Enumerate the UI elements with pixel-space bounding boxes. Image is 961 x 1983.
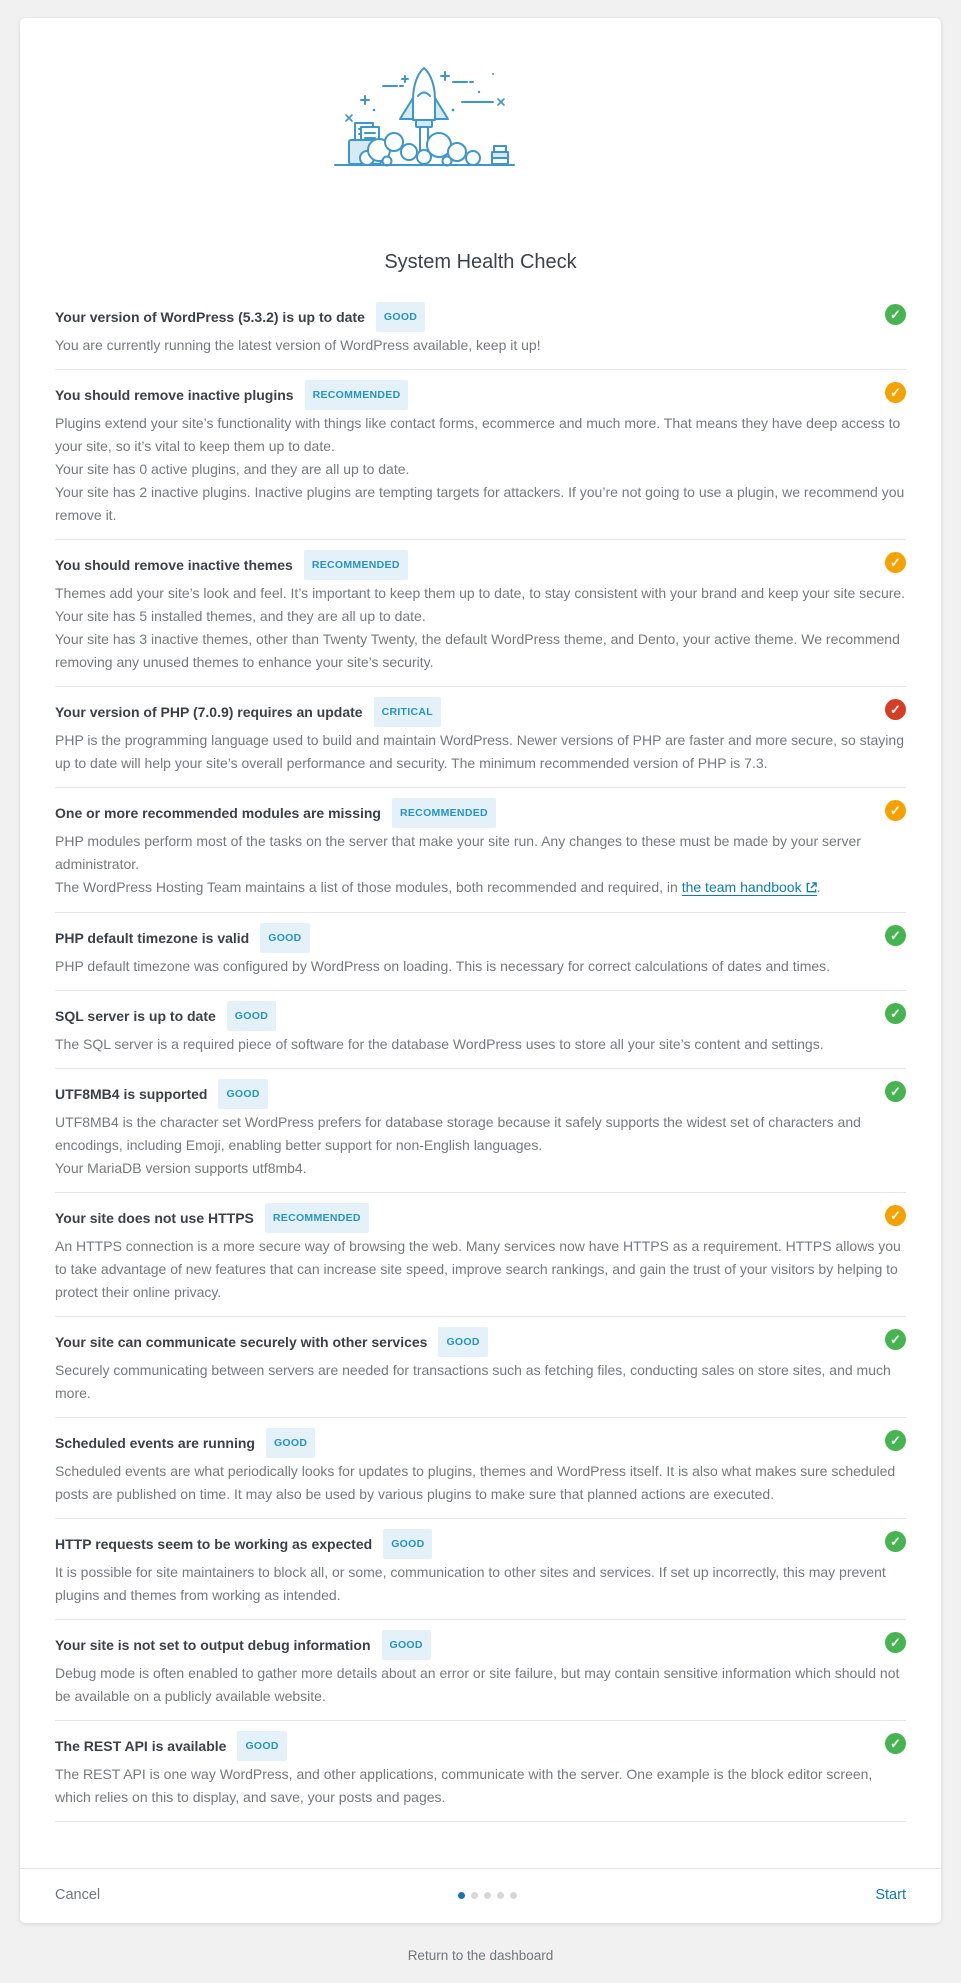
health-check-item <box>55 1317 906 1418</box>
status-check-icon: ✓ <box>885 1081 906 1102</box>
item-title: PHP default timezone is valid <box>55 930 250 946</box>
item-paragraph: Securely communicating between servers are needed for transactions such as fetching files, conducting sales on store sites, and much more. <box>55 1362 891 1401</box>
rocket-launch-illustration-svg <box>327 62 522 170</box>
health-check-list <box>20 292 941 1822</box>
status-check-icon: ✓ <box>885 1329 906 1350</box>
item-paragraph: An HTTPS connection is a more secure way of browsing the web. Many services now have HTTPS as a requirement. HTTPS allows you to take advantage of new features that can increase site speed, improve search rankings, and gain the trust of your visitors by helping to protect their online privacy. <box>55 1238 901 1300</box>
item-title: SQL server is up to date <box>55 1008 216 1024</box>
item-title: Scheduled events are running <box>55 1435 255 1451</box>
health-check-item <box>55 788 906 913</box>
item-paragraph: Plugins extend your site’s functionality with things like contact forms, ecommerce and much more. That means they have deep access to your site, so it’s vital to keep them up to date. <box>55 415 901 454</box>
pagination-dots <box>458 1892 517 1899</box>
item-paragraph: Themes add your site’s look and feel. It’s important to keep them up to date, to stay consistent with your brand and keep your site secure. <box>55 585 906 601</box>
item-header <box>55 380 906 410</box>
status-check-icon: ✓ <box>885 304 906 325</box>
item-header <box>55 1529 906 1559</box>
health-check-item <box>55 1519 906 1620</box>
item-body <box>55 1662 906 1708</box>
item-paragraph: Your site has 2 inactive plugins. Inactive plugins are tempting targets for attackers. If you’re not going to use a plugin, we recommend you remove it. <box>55 484 905 523</box>
start-button[interactable]: Start <box>875 1887 906 1903</box>
health-check-item <box>55 687 906 788</box>
item-title: The REST API is available <box>55 1738 227 1754</box>
item-header <box>55 302 906 332</box>
pagination-dot <box>458 1892 465 1899</box>
item-body <box>55 1561 906 1607</box>
status-badge: GOOD <box>237 1731 286 1761</box>
item-paragraph: You are currently running the latest version of WordPress available, keep it up! <box>55 337 541 353</box>
status-check-icon: ✓ <box>885 699 906 720</box>
item-paragraph: The SQL server is a required piece of software for the database WordPress uses to store all your site’s content and settings. <box>55 1036 824 1052</box>
item-body <box>55 1111 906 1180</box>
status-badge: RECOMMENDED <box>305 380 409 410</box>
item-paragraph: Your MariaDB version supports utf8mb4. <box>55 1160 307 1176</box>
health-check-item <box>55 540 906 687</box>
item-body <box>55 830 906 900</box>
item-header <box>55 1079 906 1109</box>
team-handbook-link[interactable]: the team handbook <box>682 879 817 896</box>
item-body <box>55 582 906 674</box>
return-link-row <box>0 1947 961 1983</box>
item-body <box>55 955 906 978</box>
item-header <box>55 798 906 828</box>
item-title: UTF8MB4 is supported <box>55 1086 208 1102</box>
item-header <box>55 923 906 953</box>
external-link-icon <box>806 877 817 900</box>
health-check-item <box>55 913 906 991</box>
health-check-item <box>55 292 906 370</box>
health-check-item <box>55 991 906 1069</box>
health-check-item <box>55 1193 906 1317</box>
status-check-icon: ✓ <box>885 1733 906 1754</box>
item-body <box>55 1235 906 1304</box>
status-check-icon: ✓ <box>885 1632 906 1653</box>
item-body <box>55 1763 906 1809</box>
health-check-modal <box>20 18 941 1923</box>
item-title: Your version of WordPress (5.3.2) is up to date <box>55 309 365 325</box>
status-badge: RECOMMENDED <box>304 550 408 580</box>
item-title: You should remove inactive themes <box>55 557 293 573</box>
item-paragraph: Your site has 3 inactive themes, other than Twenty Twenty, the default WordPress theme, and Dento, your active theme. We recommend removing any unused themes to enhance your site’s security. <box>55 631 900 670</box>
item-header <box>55 550 906 580</box>
item-title: Your site does not use HTTPS <box>55 1210 254 1226</box>
item-body <box>55 334 906 357</box>
status-badge: GOOD <box>383 1529 432 1559</box>
status-check-icon: ✓ <box>885 552 906 573</box>
modal-footer <box>20 1868 941 1923</box>
status-check-icon: ✓ <box>885 1003 906 1024</box>
item-body <box>55 1033 906 1056</box>
health-check-item <box>55 370 906 540</box>
status-badge: GOOD <box>382 1630 431 1660</box>
status-check-icon: ✓ <box>885 925 906 946</box>
pagination-dot <box>471 1892 478 1899</box>
item-paragraph: Debug mode is often enabled to gather more details about an error or site failure, but may contain sensitive information which should not be available on a publicly available website. <box>55 1665 900 1704</box>
item-paragraph: Scheduled events are what periodically looks for updates to plugins, themes and WordPress itself. It is also what makes sure scheduled posts are published on time. It may also be used by various plugins to make sure that planned actions are executed. <box>55 1463 896 1502</box>
item-paragraph: It is possible for site maintainers to block all, or some, communication to other sites and services. If set up incorrectly, this may prevent plugins and themes from working as intended. <box>55 1564 886 1603</box>
item-body <box>55 1359 906 1405</box>
item-header <box>55 1428 906 1458</box>
item-paragraph: PHP default timezone was configured by WordPress on loading. This is necessary for correct calculations of dates and times. <box>55 958 831 974</box>
rocket-illustration <box>20 18 941 170</box>
pagination-dot <box>484 1892 491 1899</box>
health-check-item <box>55 1069 906 1193</box>
status-badge: GOOD <box>376 302 425 332</box>
item-title: One or more recommended modules are missing <box>55 805 381 821</box>
status-badge: CRITICAL <box>374 697 441 727</box>
item-paragraph: Your site has 5 installed themes, and they are all up to date. <box>55 608 426 624</box>
external-link-icon <box>806 882 817 893</box>
item-body <box>55 412 906 527</box>
health-check-item <box>55 1418 906 1519</box>
item-body <box>55 729 906 775</box>
item-paragraph: UTF8MB4 is the character set WordPress prefers for database storage because it safely supports the widest set of characters and encodings, including Emoji, enabling better support for non-English languages. <box>55 1114 861 1153</box>
return-dashboard-link[interactable]: Return to the dashboard <box>407 1948 554 1963</box>
status-check-icon: ✓ <box>885 1531 906 1552</box>
item-paragraph: The REST API is one way WordPress, and other applications, communicate with the server. One example is the block editor screen, which relies on this to display, and save, your posts and pages. <box>55 1766 873 1805</box>
item-paragraph: PHP modules perform most of the tasks on the server that make your site run. Any changes to these must be made by your server administrator. <box>55 833 861 872</box>
item-paragraph: PHP is the programming language used to build and maintain WordPress. Newer versions of PHP are faster and more secure, so staying up to date will help your site’s overall performance and security. The minimum recommended version of PHP is 7.3. <box>55 732 904 771</box>
item-header <box>55 1731 906 1761</box>
pagination-dot <box>510 1892 517 1899</box>
status-badge: GOOD <box>438 1327 487 1357</box>
item-header <box>55 1327 906 1357</box>
item-title: Your site can communicate securely with other services <box>55 1334 428 1350</box>
item-header <box>55 697 906 727</box>
item-header <box>55 1630 906 1660</box>
health-check-item <box>55 1620 906 1721</box>
status-badge: RECOMMENDED <box>265 1203 369 1233</box>
status-check-icon: ✓ <box>885 1430 906 1451</box>
status-check-icon: ✓ <box>885 1205 906 1226</box>
item-body <box>55 1460 906 1506</box>
status-badge: GOOD <box>227 1001 276 1031</box>
item-header <box>55 1001 906 1031</box>
status-check-icon: ✓ <box>885 382 906 403</box>
status-check-icon: ✓ <box>885 800 906 821</box>
status-badge: GOOD <box>218 1079 267 1109</box>
item-title: Your site is not set to output debug information <box>55 1637 371 1653</box>
item-title: HTTP requests seem to be working as expected <box>55 1536 373 1552</box>
health-check-item <box>55 1721 906 1822</box>
item-header <box>55 1203 906 1233</box>
item-title: Your version of PHP (7.0.9) requires an update <box>55 704 363 720</box>
cancel-button[interactable]: Cancel <box>55 1887 101 1903</box>
page-title: System Health Check <box>384 251 577 273</box>
status-badge: RECOMMENDED <box>392 798 496 828</box>
item-title: You should remove inactive plugins <box>55 387 294 403</box>
item-paragraph: The WordPress Hosting Team maintains a list of those modules, both recommended and required, in the team handbook . <box>55 876 906 900</box>
status-badge: GOOD <box>260 923 309 953</box>
status-badge: GOOD <box>266 1428 315 1458</box>
pagination-dot <box>497 1892 504 1899</box>
item-paragraph: Your site has 0 active plugins, and they are all up to date. <box>55 461 410 477</box>
